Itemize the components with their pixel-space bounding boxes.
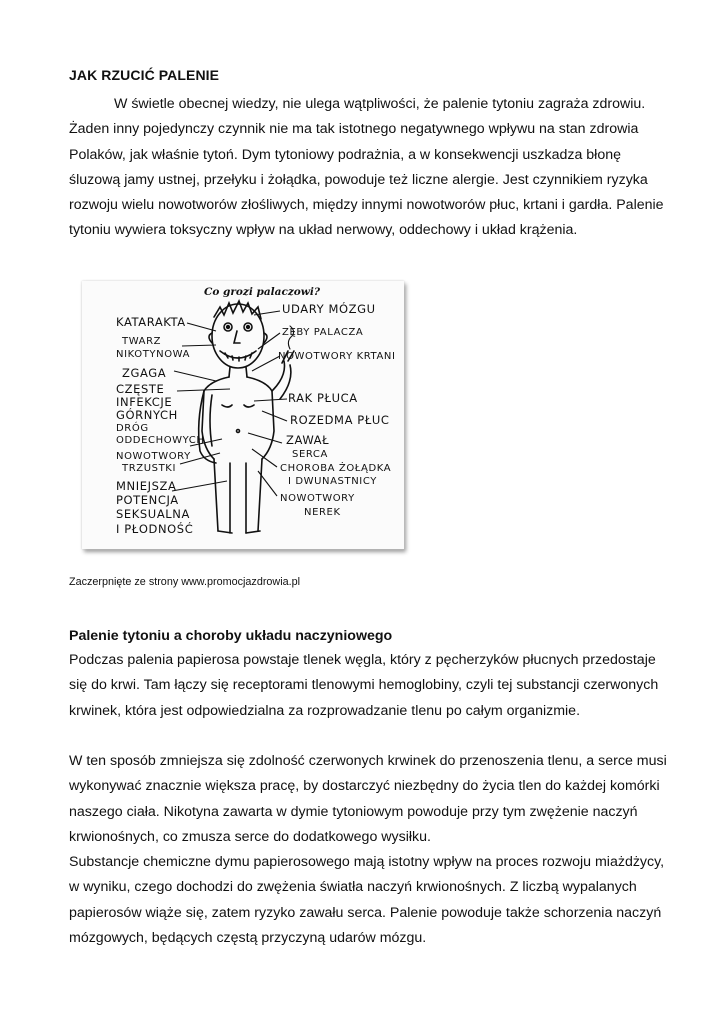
label-udary: UDARY MÓZGU [282,302,376,316]
label-infekcje-2: INFEKCJE [116,395,173,409]
label-twarz-1: TWARZ [122,336,162,347]
section-heading: Palenie tytoniu a choroby układu naczyniowego [69,628,393,644]
label-trzustka-1: NOWOTWORY [116,451,191,462]
label-infekcje-4: DRÓG [116,423,149,434]
label-twarz-2: NIKOTYNOWA [116,349,191,360]
label-potencja-1: MNIEJSZA [116,479,177,493]
document-title: JAK RZUCIĆ PALENIE [69,67,220,83]
label-zgaga: ZGAGA [122,366,167,380]
label-krtan: NOWOTWORY KRTANI [278,351,396,362]
section-paragraph-1: Podczas palenia papierosa powstaje tlenek węgla, który z pęcherzyków płucnych przedostaje się do krwi. Tam łączy się receptorami tlenowymi hemoglobiny, czyli tej substancji czerwonych krwinek, która jest odpowiedzialna za rozprowadzanie tlenu po całym organizmie. [69,652,659,719]
label-potencja-4: I PŁODNOŚĆ [116,522,194,536]
label-zawal-2: SERCA [292,449,328,460]
label-infekcje-5: ODDECHOWYCH [116,435,205,446]
label-infekcje-1: CZĘSTE [116,382,165,396]
label-rozedma: ROZEDMA PŁUC [290,413,390,427]
label-zoladek-2: I DWUNASTNICY [288,476,377,487]
label-zawal-1: ZAWAŁ [286,433,330,447]
smoker-risks-illustration [82,281,404,549]
label-nerki-2: NEREK [304,507,341,518]
label-pluca: RAK PŁUCA [288,391,358,405]
label-katarakta: KATARAKTA [116,315,186,329]
illustration-heading: Co grozi palaczowi? [204,286,320,298]
intro-paragraph: W świetle obecnej wiedzy, nie ulega wątpliwości, że palenie tytoniu zagraża zdrowiu. Żaden inny pojedynczy czynnik nie ma tak istotnego negatywnego wpływu na stan zdrowia Polaków, jak właśnie tytoń. Dym tytoniowy podrażnia, a w konsekwencji uszkadza błonę śluzową jamy ustnej, przełyku i żołądka, powoduje też liczne alergie. Jest czynnikiem ryzyka rozwoju wielu nowotworów złośliwych, między innymi nowotworów płuc, krtani i gardła. Palenie tytoniu wywiera toksyczny wpływ na układ nerwowy, oddechowy i układ krążenia. [69,96,664,239]
label-potencja-2: POTENCJA [116,493,179,507]
illustration-drawing [82,281,404,549]
label-zeby: ZĘBY PALACZA [282,327,364,338]
label-nerki-1: NOWOTWORY [280,493,355,504]
label-infekcje-3: GÓRNYCH [116,408,178,422]
section-paragraph-2: W ten sposób zmniejsza się zdolność czerwonych krwinek do przenoszenia tlenu, a serce musi wykonywać znacznie większa pracę, by dostarczyć niezbędny do życia tlen do każdej komórki naszego ciała. Nikotyna zawarta w dymie tytoniowym powoduje przy tym zwężenie naczyń krwionośnych, co zmusza serce do dodatkowego wysiłku. [69,753,667,845]
label-zoladek-1: CHOROBA ŻOŁĄDKA [280,463,392,474]
image-source-caption: Zaczerpnięte ze strony www.promocjazdrowia.pl [69,576,301,588]
label-trzustka-2: TRZUSTKI [122,463,176,474]
label-potencja-3: SEKSUALNA [116,507,190,521]
section-paragraph-3: Substancje chemiczne dymu papierosowego mają istotny wpływ na proces rozwoju miażdżycy, w wyniku, czego dochodzi do zwężenia światła naczyń krwionośnych. Z liczbą wypalanych papierosów wiąże się, zatem ryzyko zawału serca. Palenie powoduje także schorzenia naczyń mózgowych, będących częstą przyczyną udarów mózgu. [69,854,665,946]
